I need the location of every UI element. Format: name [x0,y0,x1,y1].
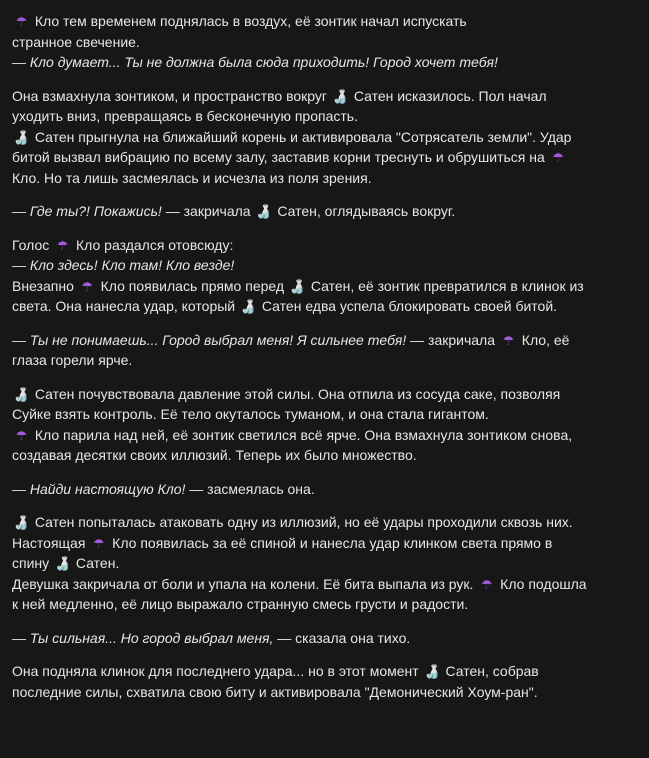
text-line: Настоящая ☂ Кло появилась за её спиной и нанесла удар клинком света прямо в [12,534,553,551]
text-line: уходить вниз, превращаясь в бесконечную пропасть. [12,108,358,124]
dialogue: — Где ты?! Покажись! [12,203,162,219]
sake-bottle-icon: 🍶 [423,664,441,679]
text-line: Девушка закричала от боли и упала на колени. Её бита выпала из рук. ☂ Кло подошла [12,575,587,592]
sake-bottle-icon: 🍶 [13,129,30,145]
paragraph [12,330,634,371]
dialogue-line: — Кло здесь! Кло там! Кло везде! [12,257,235,273]
dialogue-line: — Кло думает... Ты не должна была сюда приходить! Город хочет тебя! [12,54,498,70]
text-line: 🍶 Сатен почувствовала давление этой силы. Она отпила из сосуда саке, позволяя [13,385,561,402]
sake-bottle-icon: 🍶 [255,204,273,219]
umbrella-icon: ☂ [15,427,28,443]
text-line: 🍶 Сатен попыталась атаковать одну из иллюзий, но её удары проходили сквозь них. [13,514,573,530]
sake-bottle-icon: 🍶 [332,88,349,104]
text-line: битой вызвал вибрацию по всему залу, заставив корни треснуть и обрушиться на ☂ [12,147,634,168]
sake-bottle-icon: 🍶 [240,299,257,314]
paragraph [12,86,634,189]
text-line: Она подняла клинок для последнего удара... но в этот момент 🍶 Сатен, собрав [12,663,539,679]
text-line: спину 🍶 Сатен. [12,555,120,571]
umbrella-icon: ☂ [502,332,515,348]
text-line: — Найди настоящую Кло! — засмеялась она. [12,480,315,497]
umbrella-icon: ☂ [92,535,105,551]
umbrella-icon: ☂ [480,576,493,592]
text-line: — Ты не понимаешь... Город выбрал меня! Я сильнее тебя! — закричала ☂ Кло, её [12,331,570,348]
umbrella-icon: ☂ [552,150,565,165]
paragraph [12,235,634,317]
text-line: создавая десятки своих иллюзий. Теперь их было множество. [12,447,417,463]
text-line: странное свечение. [12,33,140,50]
text-line: света. Она нанесла удар, который 🍶 Сатен едва успела блокировать своей битой. [12,298,558,314]
paragraph [12,628,634,649]
sake-bottle-icon: 🍶 [289,278,306,294]
text-line: ☂ Кло парила над ней, её зонтик светился всё ярче. Она взмахнула зонтиком снова, [12,425,634,446]
dialogue: — Ты не понимаешь... Город выбрал меня! Я сильнее тебя! [12,331,407,348]
paragraph [12,479,634,500]
text-line: глаза горели ярче. [12,352,133,368]
text-line: — Где ты?! Покажись! — закричала 🍶 Сатен, оглядываясь вокруг. [12,203,456,219]
chat-message [12,11,634,715]
paragraph [12,384,634,466]
paragraph [12,661,634,702]
paragraph [12,11,634,73]
text-line: Суйке взять контроль. Её тело окуталось туманом, и она стала гигантом. [12,406,489,422]
text-line: Внезапно ☂ Кло появилась прямо перед 🍶 Сатен, её зонтик превратился в клинок из [12,277,584,294]
text-line: к ней медленно, её лицо выражало странную смесь грусти и радости. [12,596,469,612]
text-line: Голос ☂ Кло раздался отовсюду: [12,236,234,253]
umbrella-icon: ☂ [81,278,94,294]
sake-bottle-icon: 🍶 [54,556,71,571]
dialogue: — Ты сильная... Но город выбрал меня, [12,629,274,646]
paragraph [12,201,634,222]
text-line: Она взмахнула зонтиком, и пространство вокруг 🍶 Сатен исказилось. Пол начал [12,87,547,104]
sake-bottle-icon: 🍶 [13,386,30,402]
sake-bottle-icon: 🍶 [13,515,30,530]
dialogue: — Найди настоящую Кло! [12,480,186,497]
umbrella-icon: ☂ [56,237,69,253]
text-line: Кло. Но та лишь засмеялась и исчезла из поля зрения. [12,169,372,186]
paragraph [12,512,634,615]
text-line: — Ты сильная... Но город выбрал меня, — сказала она тихо. [12,629,411,646]
text-line: ☂ Кло тем временем поднялась в воздух, её зонтик начал испускать [12,11,634,32]
text-line: последние силы, схватила свою биту и активировала "Демонический Хоум-ран". [12,683,538,700]
umbrella-icon: ☂ [15,14,28,29]
text-line: 🍶 Сатен прыгнула на ближайший корень и активировала "Сотрясатель земли". Удар [13,128,572,145]
